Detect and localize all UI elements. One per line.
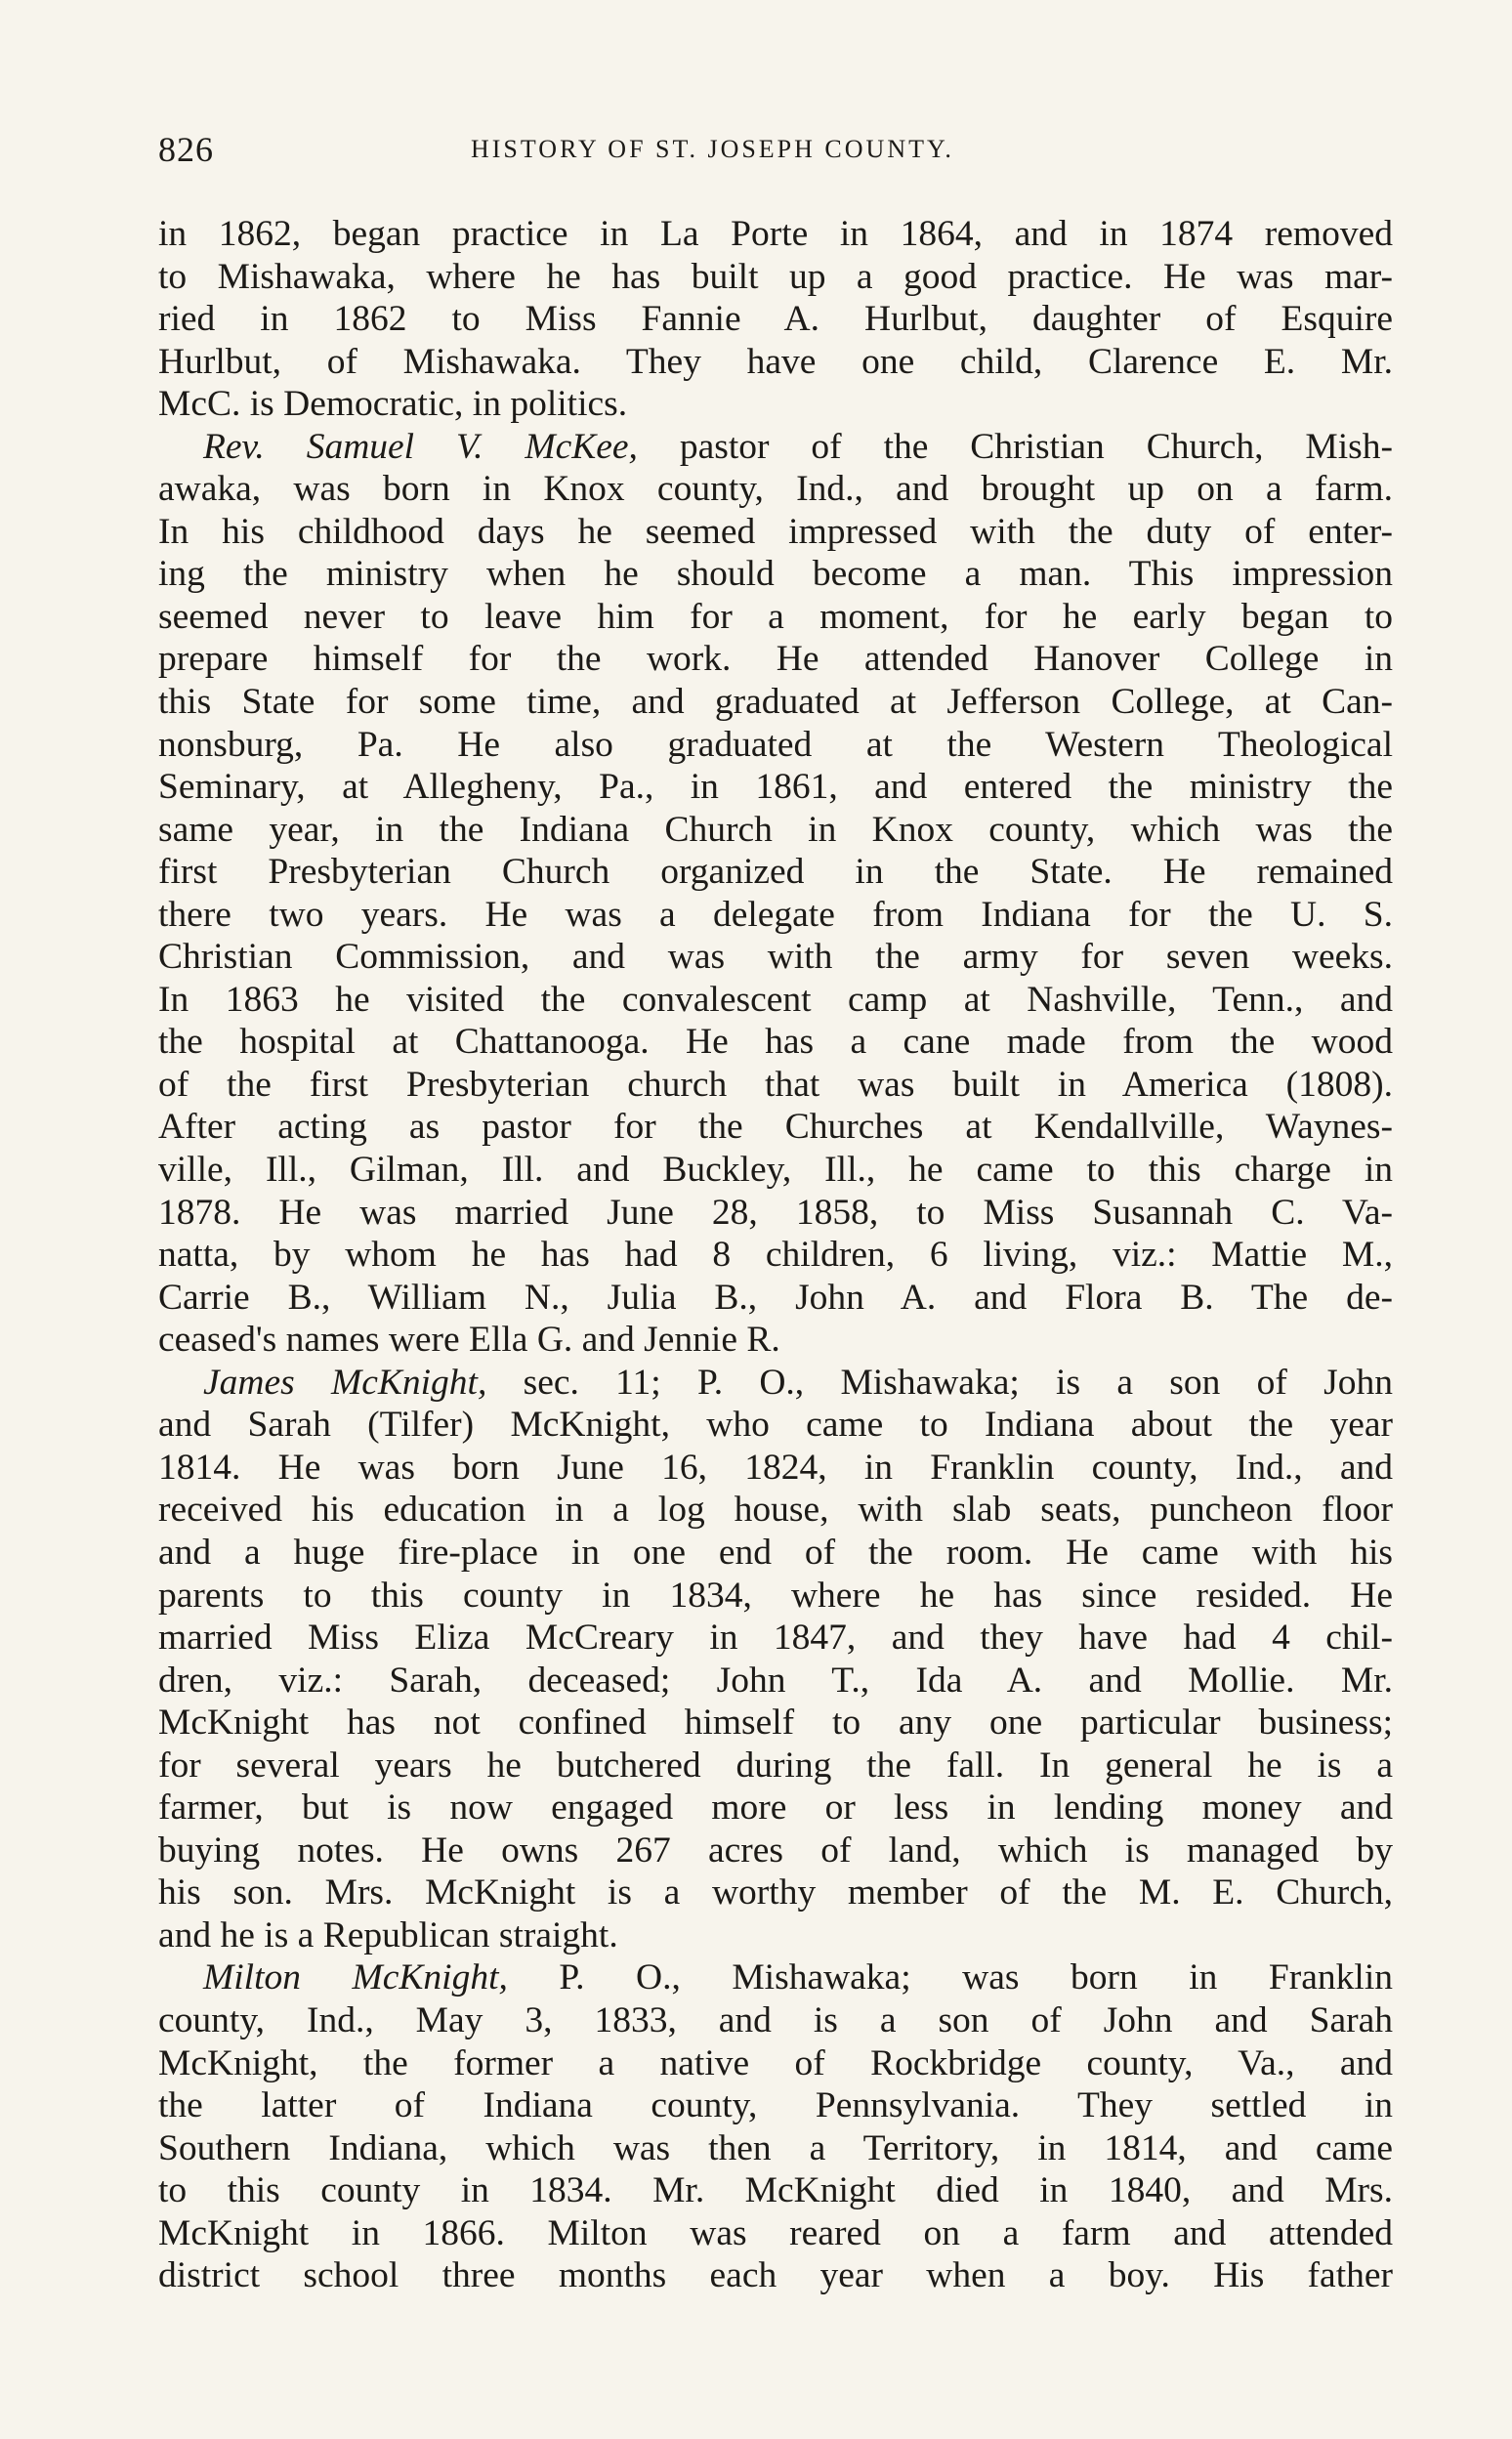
text-line <box>158 1575 1393 1618</box>
text-line <box>158 2212 1393 2255</box>
line-text: 1814. He was born June 16, 1824, in Franklin county, Ind., and <box>158 1447 1393 1488</box>
line-text: to Mishawaka, where he has built up a good practice. He was mar- <box>158 256 1393 297</box>
text-line <box>158 511 1393 554</box>
text-line <box>158 2042 1393 2085</box>
text-line <box>158 426 1393 469</box>
line-text: prepare himself for the work. He attended Hanover College in <box>158 639 1393 680</box>
line-text: and a huge fire-place in one end of the room. He came with his <box>158 1532 1393 1573</box>
line-text: in 1862, began practice in La Porte in 1864, and in 1874 removed <box>158 214 1393 254</box>
line-text: farmer, but is now engaged more or less in lending money and <box>158 1787 1393 1829</box>
line-text: 1878. He was married June 28, 1858, to Miss Susannah C. Va- <box>158 1192 1393 1233</box>
text-line <box>158 213 1393 256</box>
page-number: 826 <box>158 130 214 169</box>
line-text: McKnight in 1866. Milton was reared on a farm and attended <box>158 2212 1393 2253</box>
line-text: to this county in 1834. Mr. McKnight died in 1840, and Mrs. <box>158 2170 1393 2211</box>
running-title: HISTORY OF ST. JOSEPH COUNTY. <box>471 135 954 163</box>
text-line <box>158 596 1393 639</box>
text-line <box>158 1617 1393 1660</box>
line-text: sec. 11; P. O., Mishawaka; is a son of John <box>486 1362 1393 1403</box>
line-text: there two years. He was a delegate from Indiana for the U. S. <box>158 894 1393 935</box>
text-line <box>158 1660 1393 1703</box>
line-text: received his education in a log house, with slab seats, puncheon floor <box>158 1490 1393 1531</box>
text-line <box>158 1787 1393 1829</box>
line-text: county, Ind., May 3, 1833, and is a son of John and Sarah <box>158 1999 1393 2040</box>
text-line <box>158 298 1393 341</box>
line-text: ried in 1862 to Miss Fannie A. Hurlbut, daughter of Esquire <box>158 299 1393 340</box>
line-text: Christian Commission, and was with the army for seven weeks. <box>158 937 1393 978</box>
line-text: ceased's names were Ella G. and Jennie R. <box>158 1320 780 1361</box>
line-text: seemed never to leave him for a moment, for he early began to <box>158 596 1393 637</box>
text-line <box>158 638 1393 681</box>
biography-name: Milton McKnight, <box>203 1957 508 1998</box>
text-line <box>158 1106 1393 1149</box>
text-line <box>158 1021 1393 1064</box>
line-text: of the first Presbyterian church that was built in America (1808). <box>158 1064 1393 1105</box>
line-text: natta, by whom he has had 8 children, 6 living, viz.: Mattie M., <box>158 1235 1393 1276</box>
text-line <box>158 341 1393 384</box>
text-line <box>158 468 1393 511</box>
line-text: the latter of Indiana county, Pennsylvania. They settled in <box>158 2085 1393 2126</box>
text-line <box>158 1914 1393 1957</box>
line-text: parents to this county in 1834, where he has since resided. He <box>158 1575 1393 1616</box>
text-line <box>158 1829 1393 1872</box>
text-line <box>158 1234 1393 1277</box>
text-line <box>158 1956 1393 1999</box>
line-text: his son. Mrs. McKnight is a worthy member of the M. E. Church, <box>158 1872 1393 1913</box>
text-line <box>158 681 1393 724</box>
line-text: married Miss Eliza McCreary in 1847, and they have had 4 chil- <box>158 1618 1393 1659</box>
line-text: McC. is Democratic, in politics. <box>158 384 628 425</box>
line-text: and he is a Republican straight. <box>158 1914 618 1955</box>
biography-name: Rev. Samuel V. McKee, <box>203 426 638 467</box>
line-text: In 1863 he visited the convalescent camp at Nashville, Tenn., and <box>158 979 1393 1020</box>
line-text: After acting as pastor for the Churches at Kendallville, Waynes- <box>158 1107 1393 1148</box>
line-text: pastor of the Christian Church, Mish- <box>637 426 1393 467</box>
biography-name: James McKnight, <box>203 1362 487 1403</box>
line-text: P. O., Mishawaka; was born in Franklin <box>507 1957 1393 1998</box>
line-text: Southern Indiana, which was then a Territory, in 1814, and came <box>158 2127 1393 2168</box>
text-line <box>158 553 1393 596</box>
text-line <box>158 2169 1393 2212</box>
body-text <box>158 213 1393 2297</box>
text-line <box>158 2127 1393 2170</box>
text-line <box>158 1404 1393 1447</box>
line-text: Seminary, at Allegheny, Pa., in 1861, and entered the ministry the <box>158 767 1393 808</box>
text-line <box>158 979 1393 1022</box>
text-line <box>158 2254 1393 2297</box>
text-line <box>158 1149 1393 1192</box>
line-text: the hospital at Chattanooga. He has a cane made from the wood <box>158 1022 1393 1063</box>
text-line <box>158 1192 1393 1235</box>
text-line <box>158 766 1393 809</box>
line-text: ville, Ill., Gilman, Ill. and Buckley, Ill., he came to this charge in <box>158 1150 1393 1191</box>
text-line <box>158 724 1393 767</box>
text-line <box>158 1532 1393 1575</box>
text-line <box>158 894 1393 937</box>
line-text: In his childhood days he seemed impressed with the duty of enter- <box>158 511 1393 552</box>
line-text: for several years he butchered during the fall. In general he is a <box>158 1745 1393 1786</box>
text-line <box>158 1277 1393 1320</box>
text-line <box>158 1447 1393 1490</box>
line-text: ing the ministry when he should become a man. This impression <box>158 554 1393 595</box>
text-line <box>158 1362 1393 1405</box>
text-line <box>158 936 1393 979</box>
line-text: district school three months each year when a boy. His father <box>158 2255 1393 2296</box>
line-text: dren, viz.: Sarah, deceased; John T., Ida A. and Mollie. Mr. <box>158 1660 1393 1701</box>
text-line <box>158 1745 1393 1787</box>
running-head <box>158 129 1389 178</box>
line-text: same year, in the Indiana Church in Knox county, which was the <box>158 809 1393 850</box>
line-text: nonsburg, Pa. He also graduated at the Western Theological <box>158 724 1393 765</box>
line-text: McKnight, the former a native of Rockbridge county, Va., and <box>158 2042 1393 2083</box>
text-line <box>158 1489 1393 1532</box>
line-text: and Sarah (Tilfer) McKnight, who came to Indiana about the year <box>158 1405 1393 1446</box>
line-text: Hurlbut, of Mishawaka. They have one child, Clarence E. Mr. <box>158 341 1393 382</box>
text-line <box>158 256 1393 299</box>
line-text: first Presbyterian Church organized in the State. He remained <box>158 852 1393 893</box>
text-line <box>158 809 1393 852</box>
line-text: buying notes. He owns 267 acres of land, which is managed by <box>158 1829 1393 1871</box>
text-line <box>158 383 1393 426</box>
text-line <box>158 851 1393 894</box>
text-line <box>158 1999 1393 2042</box>
text-line <box>158 1871 1393 1914</box>
text-line <box>158 1064 1393 1107</box>
line-text: McKnight has not confined himself to any one particular business; <box>158 1703 1393 1744</box>
text-line <box>158 1319 1393 1362</box>
line-text: this State for some time, and graduated at Jefferson College, at Can- <box>158 682 1393 723</box>
line-text: awaka, was born in Knox county, Ind., and brought up on a farm. <box>158 469 1393 510</box>
text-line <box>158 1702 1393 1745</box>
text-line <box>158 2084 1393 2127</box>
line-text: Carrie B., William N., Julia B., John A. and Flora B. The de- <box>158 1277 1393 1318</box>
